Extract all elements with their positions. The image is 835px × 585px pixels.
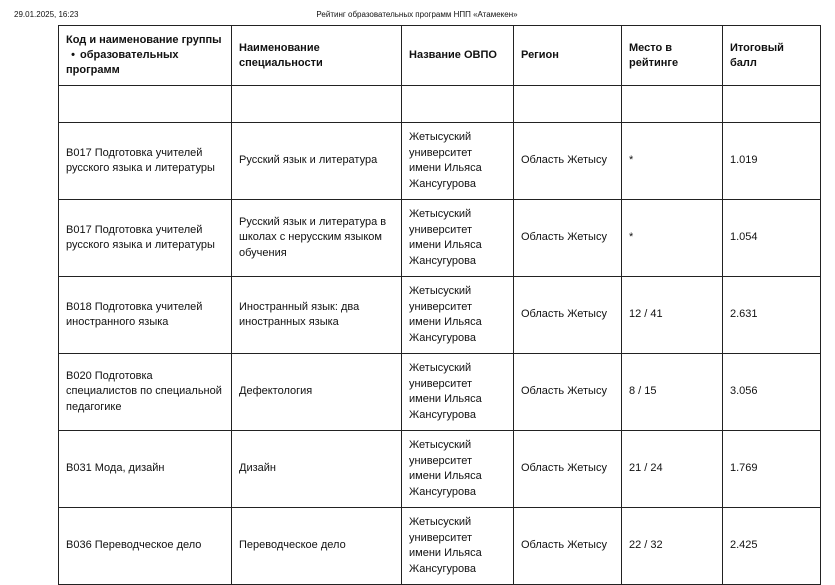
header-group-line1: Код и наименование группы [66,34,222,46]
cell-score: 2.631 [723,277,821,354]
cell-university: Жетысуский университет имени Ильяса Жансугурова [402,508,514,585]
cell-group: B036 Переводческое дело [59,508,232,585]
cell-specialty: Переводческое дело [232,508,402,585]
cell-region: Область Жетысу [514,277,622,354]
cell-region: Область Жетысу [514,123,622,200]
table-row [59,123,821,200]
table-row [59,431,821,508]
cell-university: Жетысуский университет имени Ильяса Жансугурова [402,431,514,508]
table-row [59,200,821,277]
cell-specialty: Русский язык и литература [232,123,402,200]
header-university: Название ОВПО [402,26,514,86]
cell-place: 21 / 24 [622,431,723,508]
cell-place: * [622,200,723,277]
cell-place: * [622,123,723,200]
header-group-line3: программ [66,64,120,76]
cell-group: B017 Подготовка учителей русского языка и литературы [59,123,232,200]
cell-group: B031 Мода, дизайн [59,431,232,508]
cell-university: Жетысуский университет имени Ильяса Жансугурова [402,123,514,200]
cell-score: 1.769 [723,431,821,508]
bullet-icon: • [71,49,75,61]
page-title: Рейтинг образовательных программ НПП «Атамекен» [316,10,518,19]
cell-place: 12 / 41 [622,277,723,354]
cell-place: 8 / 15 [622,354,723,431]
header-region: Регион [514,26,622,86]
header-group [59,26,232,86]
header-place: Место в рейтинге [622,26,723,86]
empty-cell [514,86,622,123]
table-row [59,354,821,431]
cell-place: 22 / 32 [622,508,723,585]
empty-row [59,86,821,123]
page-header [14,9,820,21]
print-datetime: 29.01.2025, 16:23 [14,10,79,19]
cell-specialty: Дизайн [232,431,402,508]
cell-group: B017 Подготовка учителей русского языка и литературы [59,200,232,277]
cell-university: Жетысуский университет имени Ильяса Жансугурова [402,277,514,354]
cell-group: B018 Подготовка учителей иностранного языка [59,277,232,354]
cell-university: Жетысуский университет имени Ильяса Жансугурова [402,354,514,431]
cell-university: Жетысуский университет имени Ильяса Жансугурова [402,200,514,277]
empty-cell [232,86,402,123]
cell-region: Область Жетысу [514,431,622,508]
cell-score: 1.019 [723,123,821,200]
cell-score: 1.054 [723,200,821,277]
empty-cell [622,86,723,123]
cell-specialty: Русский язык и литература в школах с нерусским языком обучения [232,200,402,277]
table-row [59,508,821,585]
table-header-row [59,26,821,86]
empty-cell [59,86,232,123]
cell-region: Область Жетысу [514,200,622,277]
cell-score: 2.425 [723,508,821,585]
cell-specialty: Иностранный язык: два иностранных языка [232,277,402,354]
header-score: Итоговый балл [723,26,821,86]
header-group-line2: образовательных [80,49,179,61]
cell-group: B020 Подготовка специалистов по специальной педагогике [59,354,232,431]
cell-specialty: Дефектология [232,354,402,431]
cell-region: Область Жетысу [514,354,622,431]
rating-table [58,25,821,585]
cell-score: 3.056 [723,354,821,431]
cell-region: Область Жетысу [514,508,622,585]
header-specialty: Наименование специальности [232,26,402,86]
empty-cell [402,86,514,123]
table-row [59,277,821,354]
empty-cell [723,86,821,123]
